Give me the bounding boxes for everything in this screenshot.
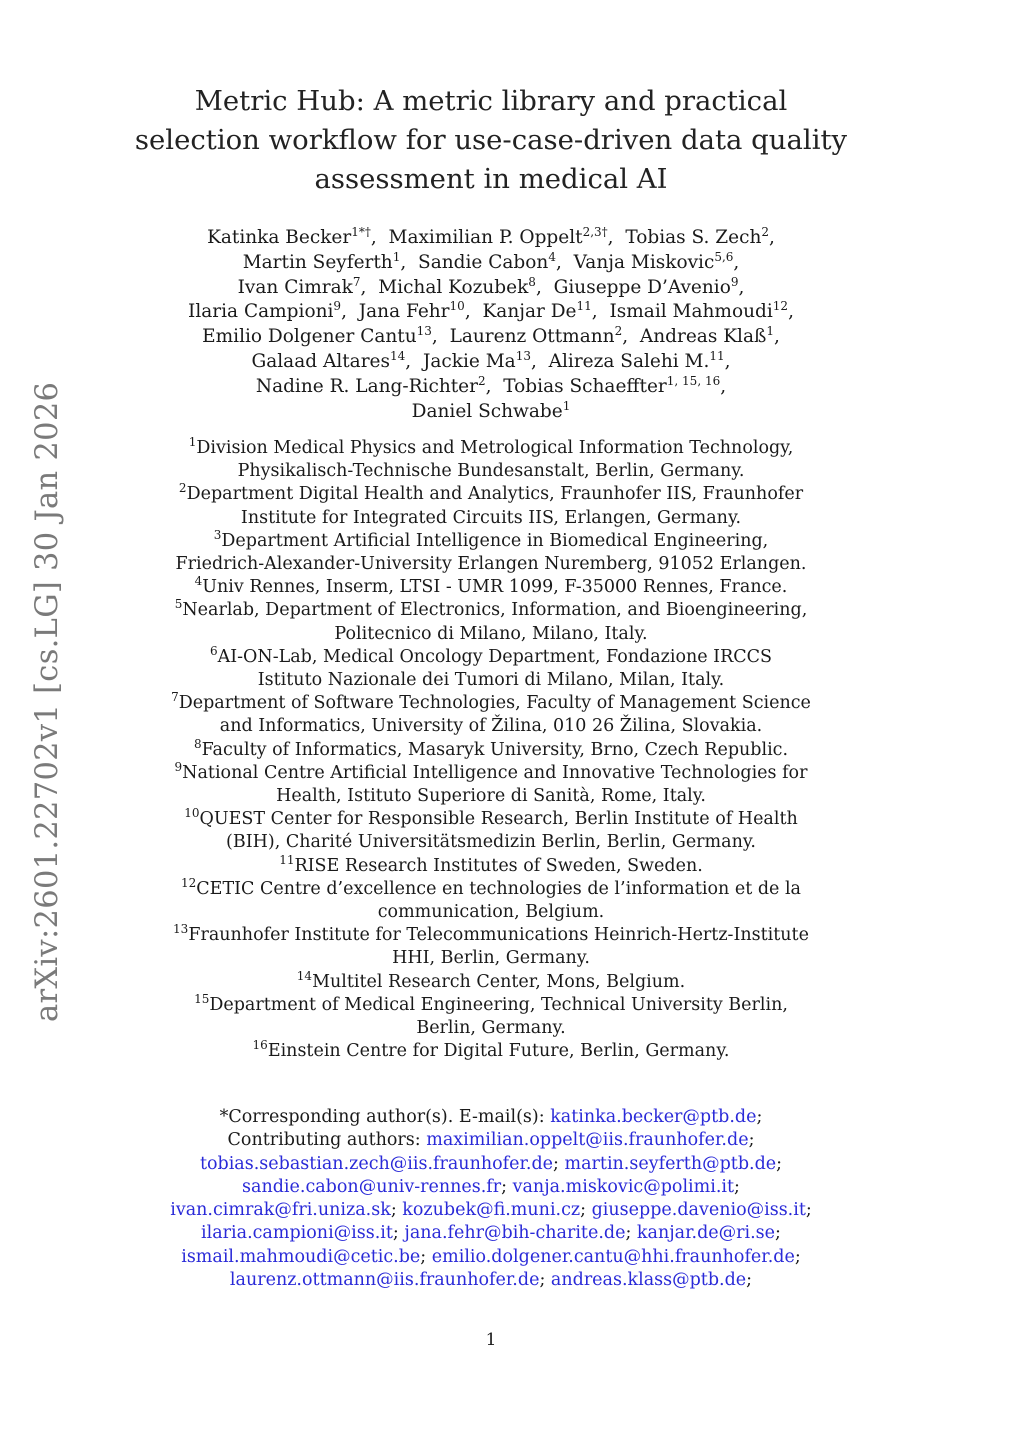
separator: , <box>773 326 780 348</box>
author-line <box>0 276 982 301</box>
affiliation-text: Division Medical Physics and Metrological Information Technology, <box>196 438 794 458</box>
email-link[interactable]: giuseppe.davenio@iss.it <box>591 1200 806 1221</box>
affiliation-marker: 2 <box>477 373 486 388</box>
affiliation-text: Department of Software Technologies, Faculty of Management Science <box>178 693 811 714</box>
contact-text: ; <box>392 1223 405 1244</box>
affiliation-line <box>0 736 982 762</box>
author-name: Maximilian P. Oppelt <box>388 227 583 248</box>
author-line <box>0 325 982 350</box>
affiliation-marker: 1 <box>766 324 774 339</box>
affiliation-line <box>0 437 982 460</box>
affiliation-text: communication, Belgium. <box>377 902 605 923</box>
author-name: Emilio Dolgener Cantu <box>202 326 417 348</box>
affiliation-line <box>0 599 982 622</box>
author-name: Ismail Mahmoudi <box>609 301 773 323</box>
author-list <box>0 226 982 424</box>
affiliation-line <box>0 460 982 483</box>
separator: , <box>607 227 626 248</box>
affiliation-number: 9 <box>174 759 183 774</box>
email-link[interactable]: kanjar.de@ri.se <box>636 1223 776 1244</box>
contact-text: ; <box>748 1130 755 1151</box>
affiliation-marker: 8 <box>528 274 536 289</box>
email-link[interactable]: jana.fehr@bih-charite.de <box>404 1223 626 1244</box>
affiliation-text: (BIH), Charité Universitätsmedizin Berlin, Berlin, Germany. <box>226 832 756 853</box>
contact-text: ; <box>734 1176 740 1197</box>
affiliation-line <box>0 1017 982 1040</box>
contact-text: ; <box>794 1246 801 1267</box>
affiliation-marker: 5,6 <box>714 249 734 264</box>
separator: , <box>485 375 504 397</box>
author-name: Vanja Miskovic <box>573 251 715 273</box>
affiliation-text: Nearlab, Department of Electronics, Information, and Bioengineering, <box>182 600 808 621</box>
contact-text: ; <box>501 1176 513 1197</box>
author-line <box>0 400 982 425</box>
affiliation-marker: 11 <box>576 299 592 314</box>
separator: , <box>535 276 554 298</box>
affiliation-text: Fraunhofer Institute for Telecommunications Heinrich-Hertz-Institute <box>188 925 809 946</box>
affiliation-line <box>0 507 982 530</box>
contact-text: ; <box>553 1153 565 1174</box>
separator: , <box>788 301 794 323</box>
affiliation-line <box>0 924 982 947</box>
author-line <box>0 350 982 375</box>
affiliation-line <box>0 901 982 924</box>
author-name: Galaad Altares <box>251 350 390 372</box>
author-name: Ivan Cimrak <box>237 276 353 298</box>
affiliation-text: National Centre Artificial Intelligence and Innovative Technologies for <box>182 762 808 783</box>
author-name: Kanjar De <box>482 301 577 323</box>
separator: , <box>360 276 379 298</box>
affiliation-line <box>0 553 982 576</box>
separator: , <box>400 251 419 273</box>
affiliation-line <box>0 692 982 715</box>
affiliation-text: Institute for Integrated Circuits IIS, Erlangen, Germany. <box>240 507 742 528</box>
email-link[interactable]: ivan.cimrak@fri.uniza.sk <box>170 1200 391 1221</box>
affiliation-line <box>0 947 982 970</box>
email-link[interactable]: martin.seyferth@ptb.de <box>564 1153 777 1174</box>
affiliation-text: CETIC Centre d’excellence en technologies de l’information et de la <box>196 878 801 899</box>
affiliation-number: 15 <box>194 991 210 1006</box>
affiliation-marker: 13 <box>515 348 531 363</box>
affiliation-line <box>0 759 982 785</box>
author-name: Tobias Schaeffter <box>503 375 667 397</box>
author-name: Sandie Cabon <box>418 251 549 273</box>
affiliation-marker: 10 <box>449 299 465 314</box>
separator: , <box>769 227 775 248</box>
affiliation-line <box>0 785 982 808</box>
affiliation-marker: 2,3† <box>582 225 608 239</box>
contact-line <box>0 1199 982 1222</box>
email-link[interactable]: vanja.miskovic@polimi.it <box>512 1176 735 1197</box>
affiliation-number: 7 <box>171 690 179 705</box>
contact-line <box>0 1129 982 1152</box>
contact-text: ; <box>776 1153 783 1174</box>
contact-text: ; <box>625 1223 637 1244</box>
email-link[interactable]: kozubek@fi.muni.cz <box>402 1200 581 1221</box>
affiliation-line <box>0 527 982 553</box>
affiliation-number: 3 <box>213 527 222 542</box>
affiliation-marker: 2 <box>761 225 770 239</box>
email-link[interactable]: katinka.becker@ptb.de <box>550 1107 757 1127</box>
affiliation-text: Berlin, Germany. <box>416 1018 566 1039</box>
affiliation-number: 2 <box>178 481 187 496</box>
email-link[interactable]: emilio.dolgener.cantu@hhi.fraunhofer.de <box>431 1246 795 1267</box>
affiliation-text: Health, Istituto Superiore di Sanità, Rome, Italy. <box>276 786 706 807</box>
affiliation-number: 13 <box>173 922 189 937</box>
affiliation-marker: 9 <box>333 299 342 314</box>
separator: , <box>405 350 423 372</box>
email-link[interactable]: ismail.mahmoudi@cetic.be <box>181 1246 421 1267</box>
author-name: Nadine R. Lang-Richter <box>255 375 478 397</box>
separator: , <box>591 301 610 323</box>
affiliation-number: 8 <box>193 736 202 751</box>
author-name: Martin Seyferth <box>242 251 393 273</box>
author-line <box>0 226 982 251</box>
affiliation-number: 6 <box>209 643 218 658</box>
author-name: Daniel Schwabe <box>411 400 563 422</box>
separator: , <box>431 326 450 348</box>
affiliation-marker: 4 <box>548 249 556 264</box>
affiliation-number: 4 <box>194 574 203 589</box>
affiliation-text: Multitel Research Center, Mons, Belgium. <box>312 971 686 992</box>
contact-line <box>0 1269 982 1292</box>
author-name: Jana Fehr <box>358 301 450 323</box>
paper-title <box>0 82 982 199</box>
page-number: 1 <box>485 1330 497 1350</box>
affiliation-marker: 1 <box>562 398 571 413</box>
affiliation-marker: 14 <box>390 348 406 363</box>
affiliation-text: Faculty of Informatics, Masaryk University, Brno, Czech Republic. <box>201 739 789 760</box>
affiliation-text: and Informatics, University of Žilina, 010 26 Žilina, Slovakia. <box>219 716 763 737</box>
title-line: assessment in medical AI <box>314 163 668 195</box>
title-line: selection workflow for use-case-driven data quality <box>134 124 848 156</box>
email-link[interactable]: sandie.cabon@univ-rennes.fr <box>242 1176 502 1197</box>
contact-line <box>0 1222 982 1245</box>
affiliation-marker: 2 <box>614 324 623 339</box>
affiliation-marker: 13 <box>416 324 432 339</box>
affiliation-line <box>0 1040 982 1063</box>
author-line <box>0 251 982 276</box>
affiliation-text: HHI, Berlin, Germany. <box>392 948 590 969</box>
separator: , <box>341 301 359 323</box>
contact-text: Contributing authors: <box>227 1130 427 1151</box>
email-link[interactable]: maximilian.oppelt@iis.fraunhofer.de <box>426 1130 749 1151</box>
separator: , <box>738 276 745 298</box>
contact-text: ; <box>390 1200 403 1221</box>
author-name: Michal Kozubek <box>378 276 529 298</box>
author-name: Giuseppe D’Avenio <box>553 276 731 298</box>
separator: , <box>622 326 640 348</box>
affiliation-line <box>0 669 982 692</box>
separator: , <box>733 251 740 273</box>
affiliation-line <box>0 991 982 1017</box>
author-name: Alireza Salehi M. <box>548 350 710 372</box>
affiliation-line <box>0 576 982 599</box>
author-name: Andreas Klaß <box>639 326 767 348</box>
email-link[interactable]: laurenz.ottmann@iis.fraunhofer.de <box>229 1270 540 1291</box>
affiliation-number: 11 <box>279 852 295 867</box>
affiliation-number: 10 <box>184 806 200 821</box>
affiliation-line <box>0 831 982 854</box>
affiliation-text: Physikalisch-Technische Bundesanstalt, Berlin, Germany. <box>237 461 745 482</box>
affiliation-line <box>0 808 982 831</box>
affiliation-marker: 12 <box>772 299 789 314</box>
separator: , <box>370 227 389 248</box>
contact-text: ; <box>420 1246 432 1267</box>
affiliation-line <box>0 968 982 994</box>
affiliation-text: QUEST Center for Responsible Research, Berlin Institute of Health <box>199 809 798 830</box>
contact-text: ; <box>805 1200 812 1221</box>
arxiv-identifier-stamp: arXiv:2601.22702v1 [cs.LG] 30 Jan 2026 <box>30 381 65 1022</box>
author-name: Ilaria Campioni <box>188 301 334 323</box>
contact-text: ; <box>539 1270 551 1291</box>
affiliation-text: Department Digital Health and Analytics, Fraunhofer IIS, Fraunhofer <box>186 484 804 505</box>
affiliation-text: Department Artificial Intelligence in Biomedical Engineering, <box>221 530 769 551</box>
separator: , <box>530 350 549 372</box>
affiliation-text: Friedrich-Alexander-University Erlangen Nuremberg, 91052 Erlangen. <box>175 554 807 575</box>
affiliation-text: Department of Medical Engineering, Technical University Berlin, <box>209 994 788 1015</box>
email-link[interactable]: ilaria.campioni@iss.it <box>201 1223 393 1244</box>
contact-line <box>0 1246 982 1269</box>
affiliation-marker: 1, 15, 16 <box>666 373 721 388</box>
title-line: Metric Hub: A metric library and practical <box>194 85 788 117</box>
separator: , <box>724 350 731 372</box>
email-link[interactable]: tobias.sebastian.zech@iis.fraunhofer.de <box>199 1153 554 1174</box>
affiliation-number: 16 <box>252 1038 268 1053</box>
affiliation-line <box>0 483 982 506</box>
contact-text: ; <box>775 1223 781 1244</box>
author-name: Tobias S. Zech <box>625 227 762 248</box>
affiliation-marker: 1 <box>392 249 401 264</box>
affiliation-text: Istituto Nazionale dei Tumori di Milano, Milan, Italy. <box>257 670 725 691</box>
affiliation-line <box>0 875 982 901</box>
affiliation-text: Einstein Centre for Digital Future, Berlin, Germany. <box>267 1041 730 1062</box>
affiliation-line <box>0 623 982 646</box>
affiliation-line <box>0 715 982 738</box>
email-link[interactable]: andreas.klass@ptb.de <box>550 1270 747 1291</box>
affiliation-marker: 9 <box>730 274 739 289</box>
affiliation-line <box>0 643 982 669</box>
affiliation-marker: 7 <box>352 274 361 289</box>
separator: , <box>720 375 727 397</box>
affiliation-line <box>0 852 982 878</box>
affiliation-marker: 1*† <box>351 225 371 239</box>
affiliation-text: RISE Research Institutes of Sweden, Sweden. <box>294 855 703 876</box>
contact-text: ; <box>580 1200 592 1221</box>
author-line <box>0 375 982 400</box>
contact-line <box>0 1153 982 1176</box>
affiliation-text: Politecnico di Milano, Milano, Italy. <box>334 623 648 644</box>
author-name: Laurenz Ottmann <box>449 326 615 348</box>
affiliation-list <box>0 437 982 1063</box>
contact-line <box>0 1106 982 1129</box>
contact-text: ; <box>746 1270 753 1291</box>
contact-text: ; <box>756 1107 763 1127</box>
affiliation-text: Univ Rennes, Inserm, LTSI - UMR 1099, F-35000 Rennes, France. <box>202 577 788 598</box>
contact-emails <box>0 1106 982 1292</box>
affiliation-number: 1 <box>188 435 197 449</box>
affiliation-number: 12 <box>181 875 197 890</box>
author-name: Katinka Becker <box>207 227 352 248</box>
affiliation-text: AI-ON-Lab, Medical Oncology Department, Fondazione IRCCS <box>217 646 773 667</box>
contact-line <box>0 1176 982 1199</box>
separator: , <box>464 301 483 323</box>
affiliation-number: 14 <box>296 968 313 983</box>
separator: , <box>555 251 574 273</box>
author-line <box>0 300 982 325</box>
affiliation-marker: 11 <box>709 348 725 363</box>
contact-text: *Corresponding author(s). E-mail(s): <box>219 1107 551 1127</box>
author-name: Jackie Ma <box>422 350 516 372</box>
affiliation-number: 5 <box>174 597 183 612</box>
